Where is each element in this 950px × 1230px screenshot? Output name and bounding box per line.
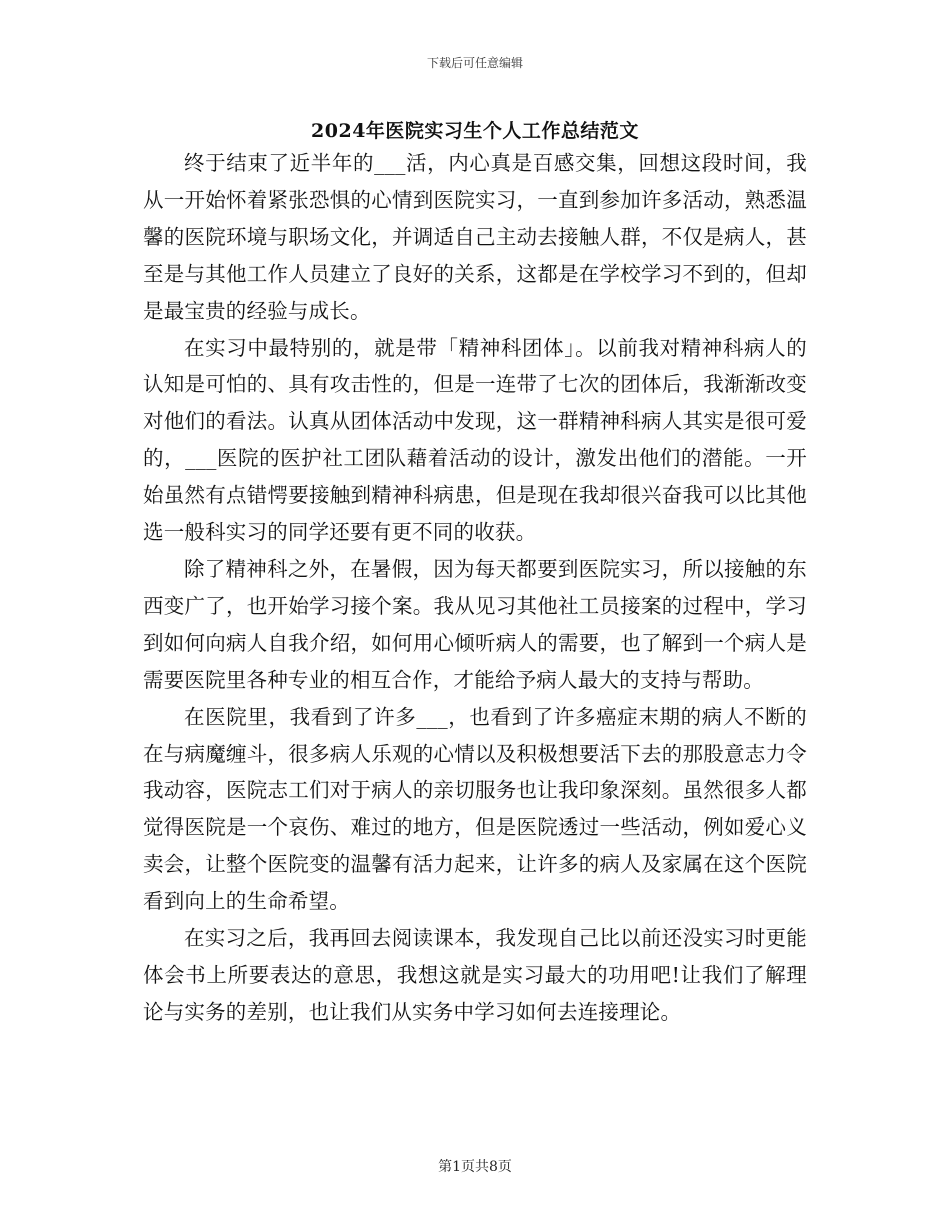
page-header-note: 下载后可任意编辑 — [426, 56, 523, 70]
page-number-footer: 第1页共8页 — [438, 1159, 512, 1175]
document-title: 2024年医院实习生个人工作总结范文 — [311, 120, 639, 142]
paragraph-3: 除了精神科之外，在暑假，因为每天都要到医院实习，所以接触的东西变广了，也开始学习接个案。我从见习其他社工员接案的过程中，学习到如何向病人自我介绍，如何用心倾听病人的需要，也了解到一个病人是需要医院里各种专业的相互合作，才能给予病人最大的支持与帮助。 — [143, 556, 807, 692]
paragraph-5: 在实习之后，我再回去阅读课本，我发现自己比以前还没实习时更能体会书上所要表达的意思，我想这就是实习最大的功用吧!让我们了解理论与实务的差别，也让我们从实务中学习如何去连接理论。 — [143, 926, 807, 1024]
paragraph-1: 终于结束了近半年的___活，内心真是百感交集，回想这段时间，我从一开始怀着紧张恐惧的心情到医院实习，一直到参加许多活动，熟悉温馨的医院环境与职场文化，并调适自己主动去接触人群，不仅是病人，甚至是与其他工作人员建立了良好的关系，这都是在学校学习不到的，但却是最宝贵的经验与成长。 — [143, 151, 807, 323]
paragraph-4: 在医院里，我看到了许多___，也看到了许多癌症末期的病人不断的在与病魔缠斗，很多病人乐观的心情以及积极想要活下去的那股意志力令我动容，医院志工们对于病人的亲切服务也让我印象深刻。虽然很多人都觉得医院是一个哀伤、难过的地方，但是医院透过一些活动，例如爱心义卖会，让整个医院变的温馨有活力起来，让许多的病人及家属在这个医院看到向上的生命希望。 — [143, 704, 807, 914]
paragraph-2: 在实习中最特别的，就是带「精神科团体」。以前我对精神科病人的认知是可怕的、具有攻击性的，但是一连带了七次的团体后，我渐渐改变对他们的看法。认真从团体活动中发现，这一群精神科病人其实是很可爱的，___医院的医护社工团队藉着活动的设计，激发出他们的潜能。一开始虽然有点错愕要接触到精神科病患，但是现在我却很兴奋我可以比其他选一般科实习的同学还要有更不同的收获。 — [143, 335, 807, 545]
document-body — [143, 145, 807, 1031]
